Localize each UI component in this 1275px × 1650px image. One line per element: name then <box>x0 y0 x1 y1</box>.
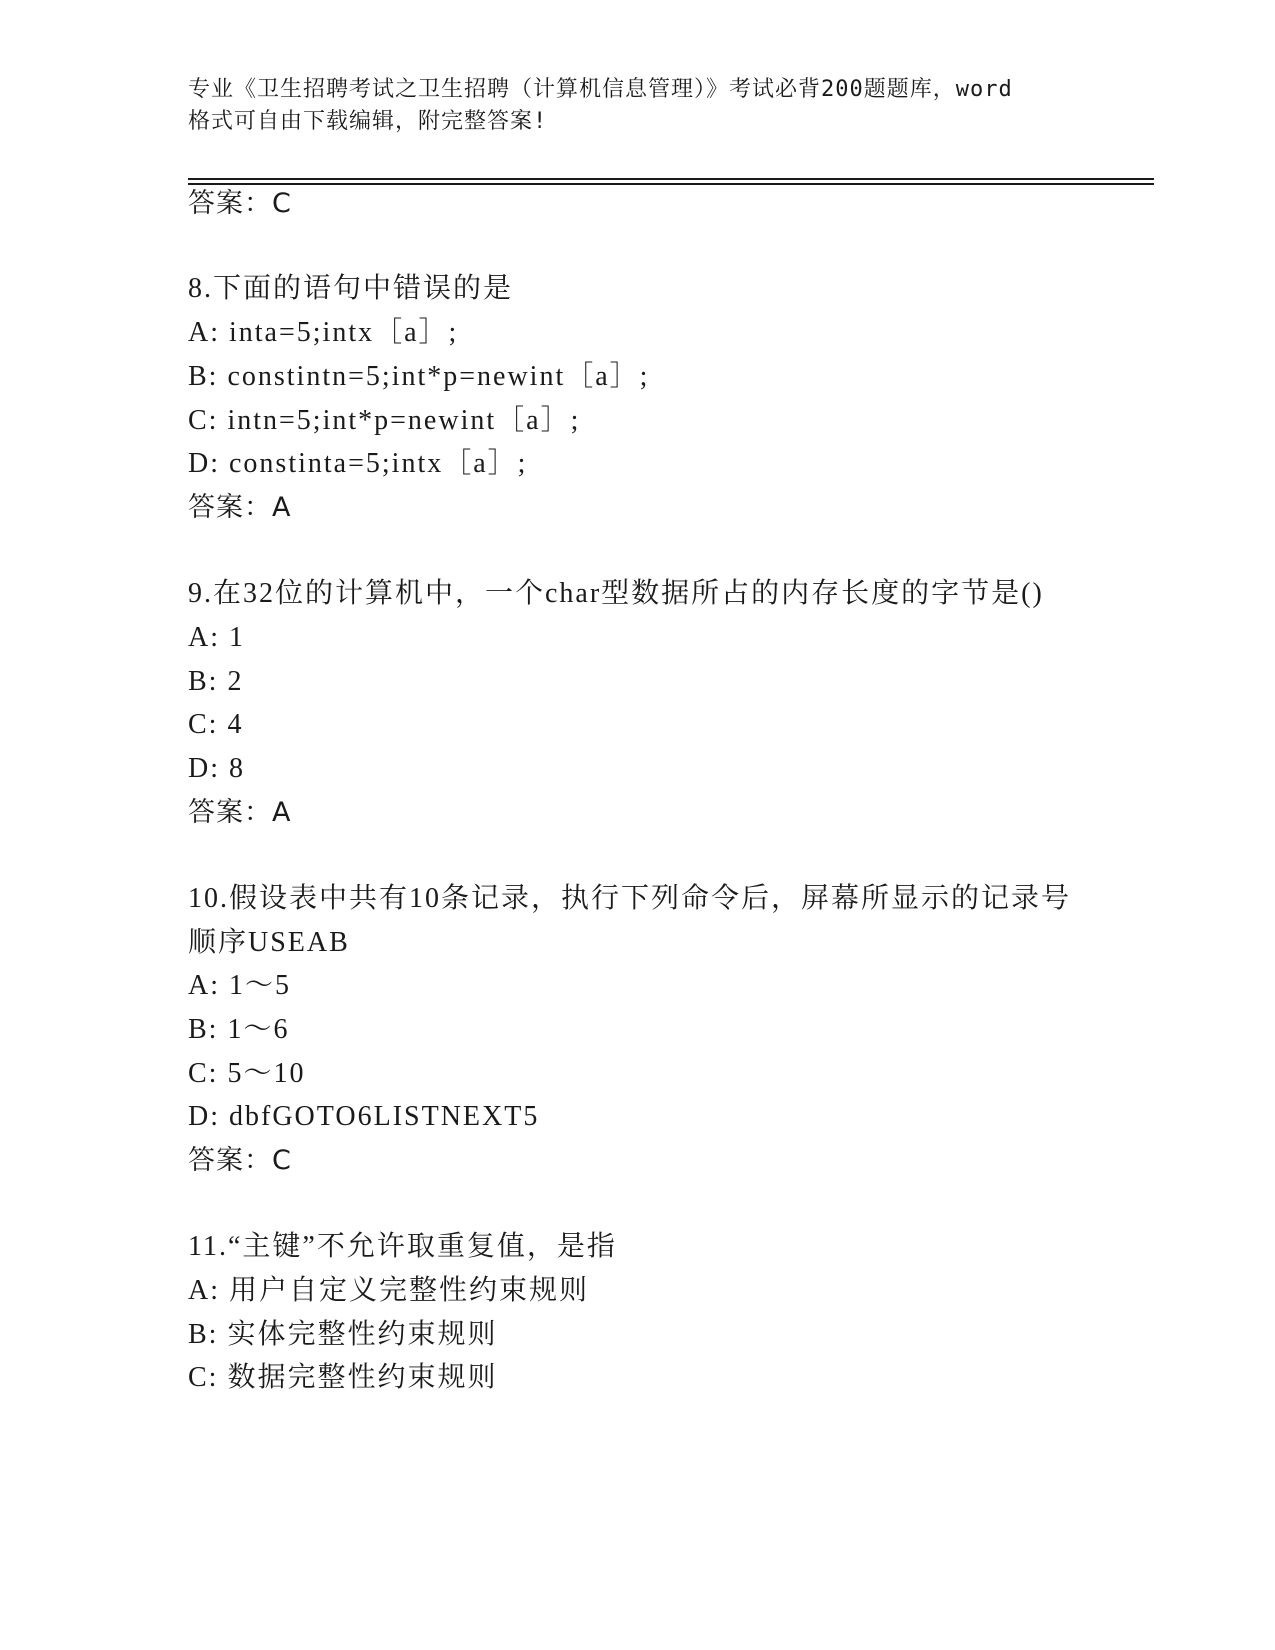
option-line: B: 2 <box>188 666 244 697</box>
option-line: A: 用户自定义完整性约束规则 <box>188 1275 590 1306</box>
answer-line: 答案：A <box>188 797 292 828</box>
option-line: D: 8 <box>188 753 245 784</box>
option-line: C: intn=5;int*p=newint［a］; <box>188 405 581 436</box>
question-stem: 11.“主键”不允许取重复值，是指 <box>188 1231 617 1262</box>
question-stem: 9.在32位的计算机中，一个char型数据所占的内存长度的字节是() <box>188 578 1044 609</box>
option-line: A: 1～5 <box>188 970 292 1001</box>
option-line: D: constinta=5;intx［a］; <box>188 448 528 479</box>
option-line: D: dbfGOTO6LISTNEXT5 <box>188 1101 540 1132</box>
header-line-2: 格式可自由下载编辑，附完整答案! <box>188 109 548 134</box>
answer-line: 答案：C <box>188 188 292 219</box>
option-line: C: 4 <box>188 709 244 740</box>
option-line: B: constintn=5;int*p=newint［a］; <box>188 361 650 392</box>
document-header <box>188 74 1088 138</box>
header-divider-bottom <box>188 183 1154 185</box>
answer-line: 答案：A <box>188 492 292 523</box>
option-line: B: 实体完整性约束规则 <box>188 1319 498 1350</box>
option-line: C: 数据完整性约束规则 <box>188 1362 498 1393</box>
answer-line: 答案：C <box>188 1145 292 1176</box>
question-stem: 10.假设表中共有10条记录，执行下列命令后，屏幕所显示的记录号 <box>188 883 1072 914</box>
option-line: A: inta=5;intx［a］; <box>188 317 459 348</box>
question-stem-continued: 顺序USEAB <box>188 927 350 958</box>
option-line: C: 5～10 <box>188 1058 306 1089</box>
header-line-1: 专业《卫生招聘考试之卫生招聘（计算机信息管理）》考试必背200题题库，word <box>188 77 1013 102</box>
header-divider-top <box>188 178 1154 180</box>
option-line: B: 1～6 <box>188 1014 290 1045</box>
option-line: A: 1 <box>188 622 245 653</box>
question-stem: 8.下面的语句中错误的是 <box>188 273 514 304</box>
